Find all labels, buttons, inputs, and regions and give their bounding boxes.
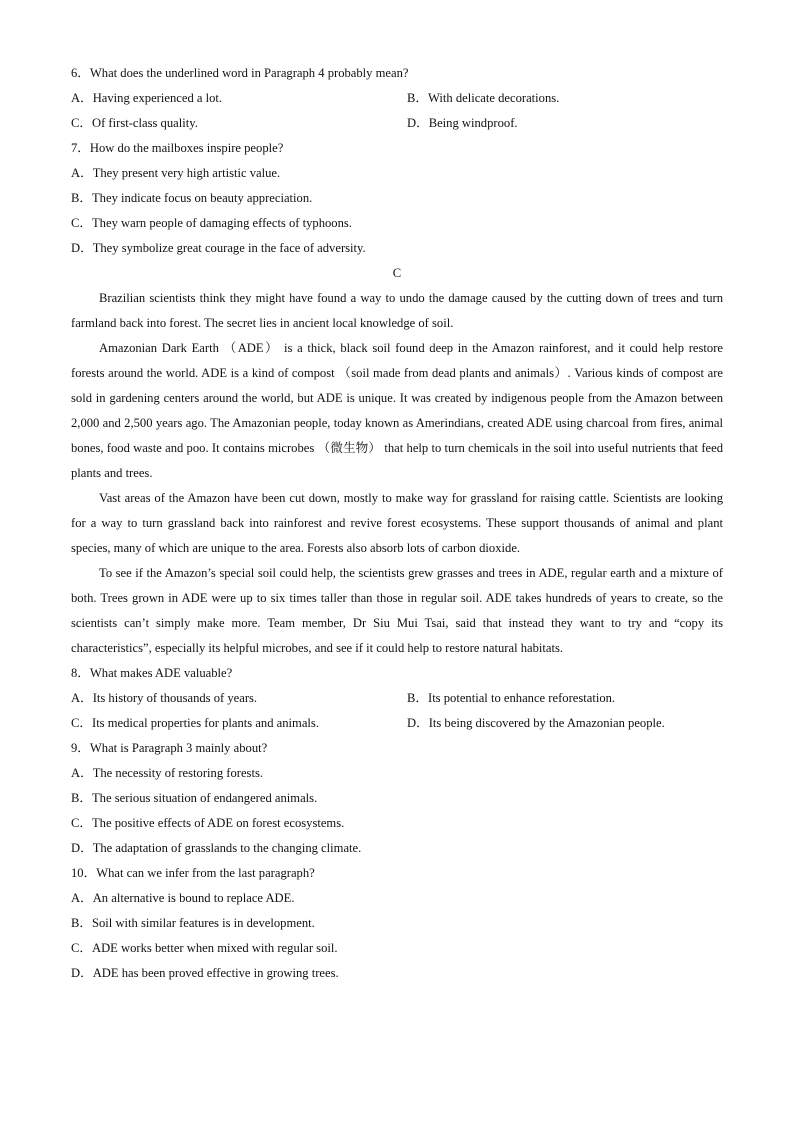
- q8-option-b: B．Its potential to enhance reforestation.: [407, 691, 616, 705]
- q9-option-a: A．The necessity of restoring forests.: [71, 766, 264, 780]
- q10-option-b: B．Soil with similar features is in development.: [71, 916, 315, 930]
- q8-option-d: D．Its being discovered by the Amazonian people.: [407, 716, 665, 730]
- q6-stem: 6．What does the underlined word in Paragraph 4 probably mean?: [71, 66, 409, 80]
- q8-options-row-2: [71, 711, 723, 736]
- q7-stem: 7．How do the mailboxes inspire people?: [71, 141, 284, 155]
- exam-page: [71, 61, 723, 986]
- q9-option-d: D．The adaptation of grasslands to the changing climate.: [71, 841, 362, 855]
- q10-option-a: A．An alternative is bound to replace ADE.: [71, 891, 295, 905]
- passage-paragraph-3: Vast areas of the Amazon have been cut down, mostly to make way for grassland for raising cattle. Scientists are looking for a way to turn grassland back into rainforest and revive forest ecosystems. These support thousands of animal and plant species, many of which are unique to the area. Forests also absorb lots of carbon dioxide.: [71, 491, 723, 555]
- section-heading: C: [392, 266, 402, 280]
- q10-option-d: D．ADE has been proved effective in growing trees.: [71, 966, 339, 980]
- q7-option-c: C．They warn people of damaging effects of typhoons.: [71, 216, 352, 230]
- q10-stem: 10．What can we infer from the last paragraph?: [71, 866, 315, 880]
- passage-paragraph-1: Brazilian scientists think they might have found a way to undo the damage caused by the cutting down of trees and turn farmland back into forest. The secret lies in ancient local knowledge of soil.: [71, 291, 723, 330]
- q9-stem: 9．What is Paragraph 3 mainly about?: [71, 741, 268, 755]
- q8-option-a: A．Its history of thousands of years.: [71, 691, 258, 705]
- q6-options-row-1: [71, 86, 723, 111]
- passage-paragraph-4: To see if the Amazon’s special soil could help, the scientists grew grasses and trees in ADE, regular earth and a mixture of both. Trees grown in ADE were up to six times taller than those in regular soil. ADE takes hundreds of years to create, so the scientists can’t simply make more. Team member, Dr Siu Mui Tsai, said that instead they want to try and “copy its characteristics”, especially its helpful microbes, and see if it could help to restore natural habitats.: [71, 566, 723, 655]
- q8-options-row-1: [71, 686, 723, 711]
- q8-stem: 8．What makes ADE valuable?: [71, 666, 233, 680]
- q6-option-a: A．Having experienced a lot.: [71, 91, 223, 105]
- q10-option-c: C．ADE works better when mixed with regular soil.: [71, 941, 338, 955]
- passage-paragraph-2: Amazonian Dark Earth （ADE） is a thick, black soil found deep in the Amazon rainforest, and it could help restore forests around the world. ADE is a kind of compost （soil made from dead plants and animals）. Various kinds of compost are sold in gardening centers around the world, but ADE is unique. It was created by indigenous people from the Amazon between 2,000 and 2,500 years ago. The Amazonian people, today known as Amerindians, created ADE using charcoal from fires, animal bones, food waste and poo. It contains microbes （微生物） that help to turn chemicals in the soil into useful nutrients that feed plants and trees.: [71, 341, 723, 480]
- q6-option-d: D．Being windproof.: [407, 116, 518, 130]
- q6-option-b: B．With delicate decorations.: [407, 91, 560, 105]
- q9-option-b: B．The serious situation of endangered animals.: [71, 791, 318, 805]
- q7-option-a: A．They present very high artistic value.: [71, 166, 281, 180]
- q9-option-c: C．The positive effects of ADE on forest ecosystems.: [71, 816, 345, 830]
- q7-option-d: D．They symbolize great courage in the face of adversity.: [71, 241, 366, 255]
- q8-option-c: C．Its medical properties for plants and animals.: [71, 716, 319, 730]
- q6-options-row-2: [71, 111, 723, 136]
- q6-option-c: C．Of first-class quality.: [71, 116, 198, 130]
- q7-option-b: B．They indicate focus on beauty appreciation.: [71, 191, 313, 205]
